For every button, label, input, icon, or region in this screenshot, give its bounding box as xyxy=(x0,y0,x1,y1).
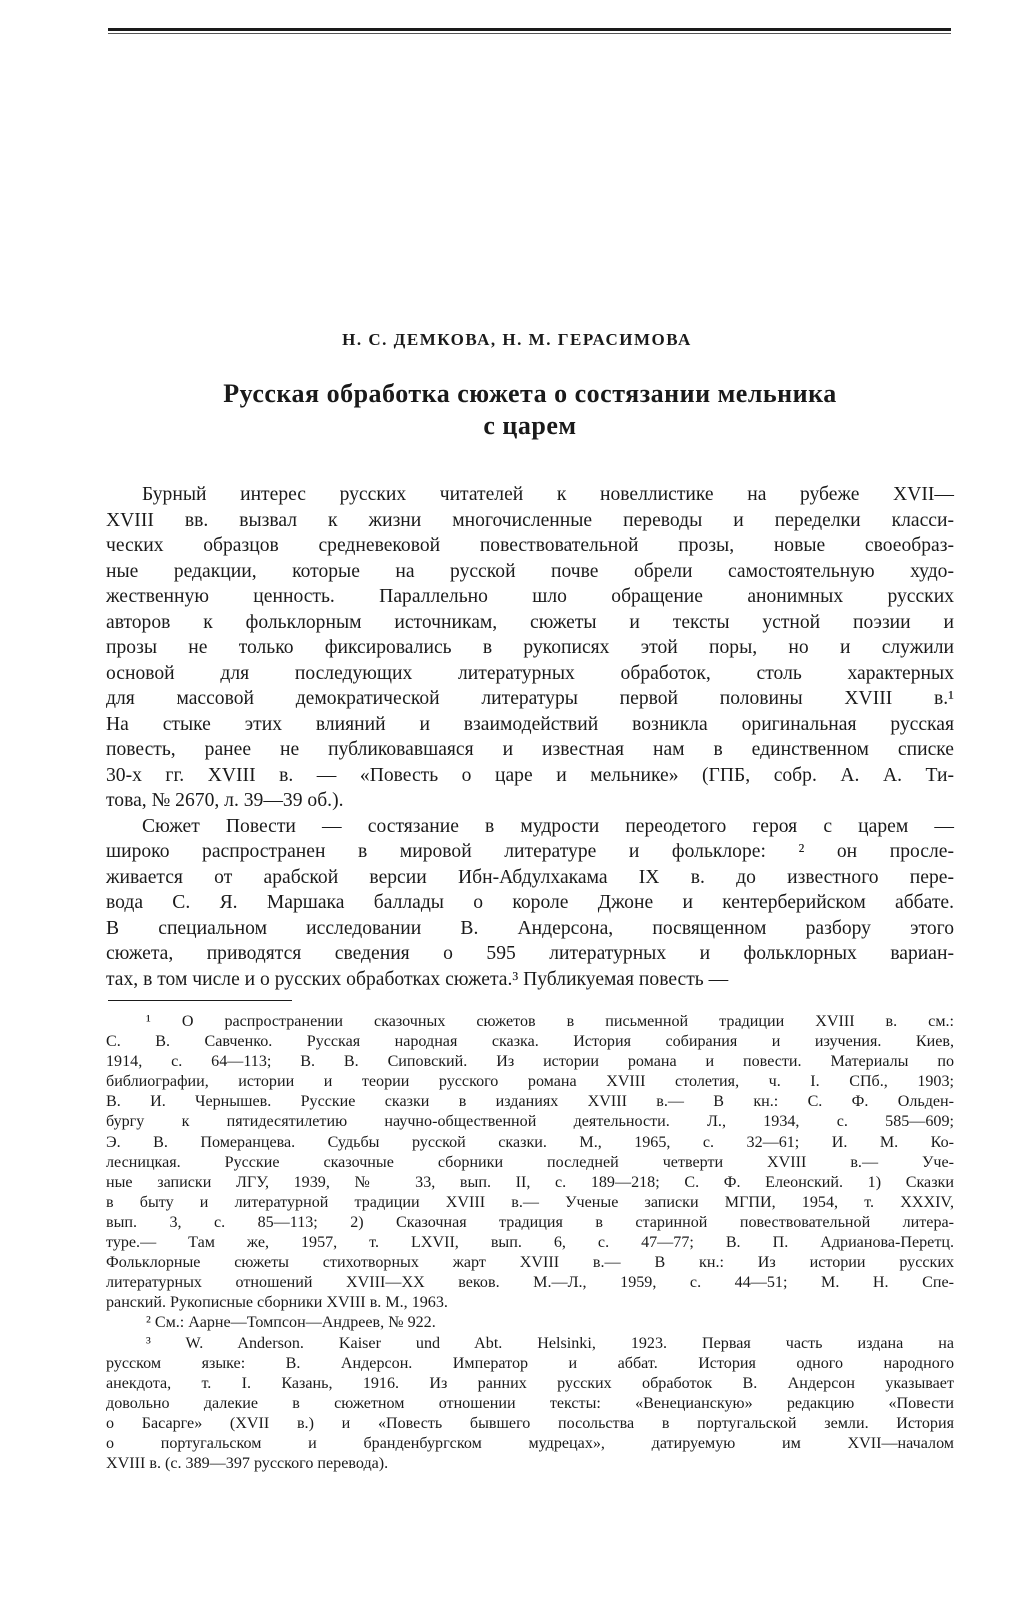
footnote-line: в быту и литературной традиции XVIII в.— Ученые записки МГПИ, 1954, т. XXXIV, xyxy=(106,1193,954,1211)
text-line: тах, в том числе и о русских обработках сюжета.³ Публикуемая повесть — xyxy=(106,968,729,990)
footnote-line: довольно далекие в сюжетном отношении тексты: «Венецианскую» редакцию «Повести xyxy=(106,1394,954,1412)
header-rule-thin xyxy=(108,33,951,34)
text-line: живается от арабской версии Ибн-Абдулхакама IX в. до известного пере- xyxy=(106,866,954,888)
footnote-line: ² См.: Аарне—Томпсон—Андреев, № 922. xyxy=(146,1314,436,1332)
footnote-line: ¹ О распространении сказочных сюжетов в письменной традиции XVIII в. см.: xyxy=(146,1013,954,1030)
footnote-line: Э. В. Померанцева. Судьбы русской сказки. М., 1965, с. 32—61; И. М. Ко- xyxy=(106,1133,954,1151)
text-line: основой для последующих литературных обработок, столь характерных xyxy=(106,662,954,684)
footnote-line: о Басарге» (XVII в.) и «Повесть бывшего посольства в португальской земли. История xyxy=(106,1414,954,1432)
footnotes xyxy=(106,1012,954,1474)
footnote-line: туре.— Там же, 1957, т. LXVII, вып. 6, с. 47—77; В. П. Адрианова-Перетц. xyxy=(106,1234,954,1252)
footnote-line: Фольклорные сюжеты стихотворных жарт XVIII в.— В кн.: Из истории русских xyxy=(106,1254,954,1272)
text-line: сюжета, приводятся сведения о 595 литературных и фольклорных вариан- xyxy=(106,943,954,964)
footnote-line: лесницкая. Русские сказочные сборники последней четверти XVIII в.— Уче- xyxy=(106,1153,954,1171)
text-line: На стыке этих влияний и взаимодействий возникла оригинальная русская xyxy=(106,713,954,735)
body-paragraph xyxy=(106,814,954,993)
article-authors: Н. С. ДЕМКОВА, Н. М. ГЕРАСИМОВА xyxy=(342,330,692,349)
text-line: широко распространен в мировой литературе и фольклоре: ² он просле- xyxy=(106,841,954,862)
footnote-line: ные записки ЛГУ, 1939, № 33, вып. II, с. 189—218; С. Ф. Елеонский. 1) Сказки xyxy=(106,1173,954,1191)
footnote xyxy=(106,1313,954,1333)
footnote-line: русском языке: В. Андерсон. Император и аббат. История одного народного xyxy=(106,1354,954,1372)
footnote-line: литературных отношений XVIII—XX веков. М.—Л., 1959, с. 44—51; М. Н. Спе- xyxy=(106,1274,954,1292)
footnote-line: вып. 3, с. 85—113; 2) Сказочная традиция в старинной повествовательной литера- xyxy=(106,1213,954,1231)
title-line: Русская обработка сюжета о состязании мельника xyxy=(223,379,837,408)
footnote-line: С. В. Савченко. Русская народная сказка. История собирания и изучения. Киев, xyxy=(106,1033,954,1051)
text-line: жественную ценность. Параллельно шло обращение анонимных русских xyxy=(106,586,954,607)
title-line: с царем xyxy=(483,411,577,440)
footnote-line: бургу к пятидесятилетию научно-общественной деятельности. Л., 1934, с. 585—609; xyxy=(106,1113,954,1131)
text-line: Бурный интерес русских читателей к новеллистике на рубеже XVII— xyxy=(142,484,954,505)
footnote xyxy=(106,1012,954,1313)
text-line: авторов к фольклорным источникам, сюжеты и тексты устной поэзии и xyxy=(106,611,954,633)
article-title xyxy=(100,378,960,442)
header-rule xyxy=(108,28,951,31)
text-line: ные редакции, которые на русской почве обрели самостоятельную худо- xyxy=(106,560,954,582)
text-line: Сюжет Повести — состязание в мудрости переодетого героя с царем — xyxy=(142,815,954,837)
text-line: для массовой демократической литературы первой половины XVIII в.¹ xyxy=(106,688,954,709)
text-line: повесть, ранее не публиковавшаяся и известная нам в единственном списке xyxy=(106,739,954,760)
text-line: В специальном исследовании В. Андерсона, посвященном разбору этого xyxy=(106,917,954,939)
text-line: ческих образцов средневековой повествовательной прозы, новые своеобраз- xyxy=(106,535,954,556)
body-paragraph xyxy=(106,482,954,814)
text-line: 30-х гг. XVIII в. — «Повесть о царе и мельнике» (ГПБ, собр. А. А. Ти- xyxy=(106,764,954,786)
footnote-line: XVIII в. (с. 389—397 русского перевода). xyxy=(106,1455,389,1473)
footnote xyxy=(106,1334,954,1475)
text-line: вода С. Я. Маршака баллады о короле Джоне и кентерберийском аббате. xyxy=(106,892,954,913)
footnote-line: библиографии, истории и теории русского романа XVIII столетия, ч. I. СПб., 1903; xyxy=(106,1073,954,1091)
footnote-line: ранский. Рукописные сборники XVIII в. М., 1963. xyxy=(106,1294,448,1312)
footnote-line: В. И. Чернышев. Русские сказки в изданиях XVIII в.— В кн.: С. Ф. Ольден- xyxy=(106,1093,954,1111)
footnote-separator xyxy=(108,1000,292,1001)
footnote-line: 1914, с. 64—113; В. В. Сиповский. Из истории романа и повести. Материалы по xyxy=(106,1053,954,1071)
text-line: XVIII вв. вызвал к жизни многочисленные переводы и переделки класси- xyxy=(106,509,954,531)
footnote-line: ³ W. Anderson. Kaiser und Abt. Helsinki, 1923. Первая часть издана на xyxy=(146,1334,954,1352)
article-body xyxy=(106,482,954,992)
footnote-line: о португальском и бранденбургском мудрецах», датируемую им XVII—началом xyxy=(106,1434,954,1452)
text-line: прозы не только фиксировались в рукописях этой поры, но и служили xyxy=(106,637,954,658)
text-line: това, № 2670, л. 39—39 об.). xyxy=(106,790,344,811)
footnote-line: анекдота, т. I. Казань, 1916. Из ранних русских обработок В. Андерсон указывает xyxy=(106,1374,954,1392)
